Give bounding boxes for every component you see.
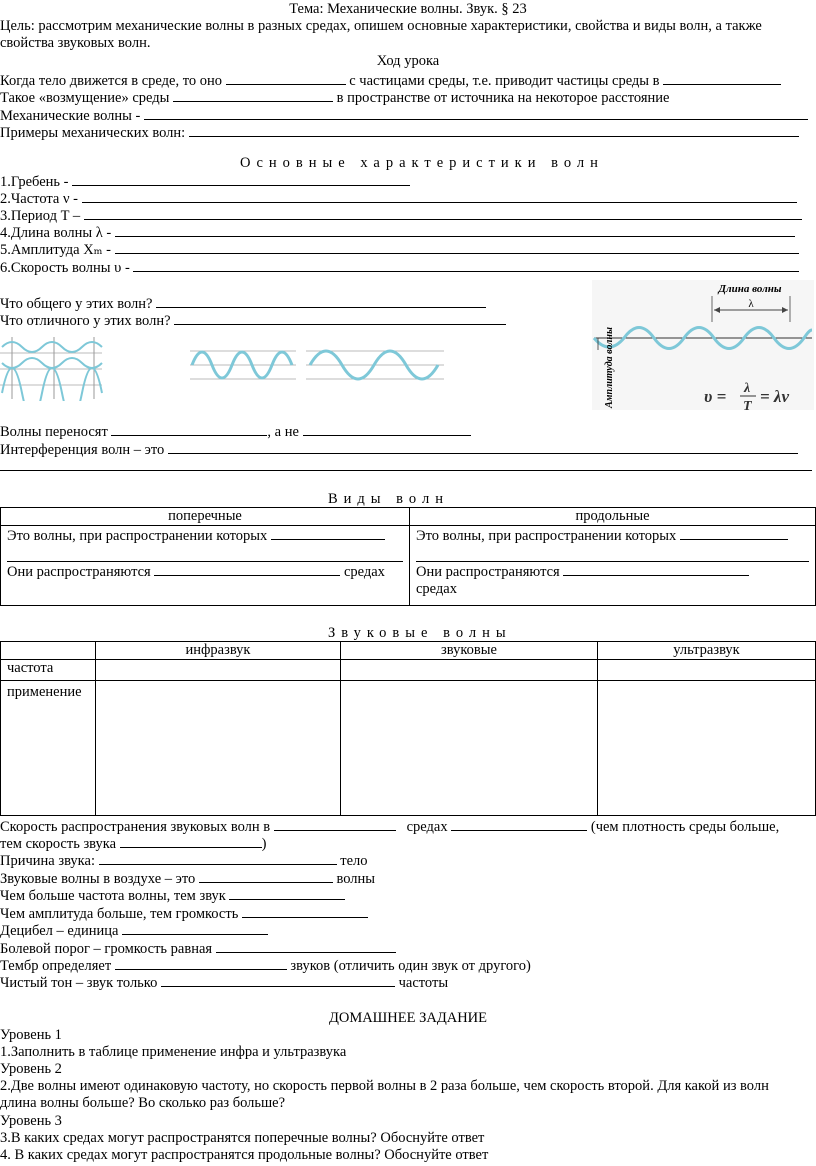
- intro-text: Когда тело движется в среде, то оно: [0, 73, 222, 89]
- blank-line[interactable]: [0, 470, 812, 471]
- blank-line[interactable]: [199, 869, 333, 883]
- formula-velocity: υ =: [704, 387, 727, 406]
- blank-line[interactable]: [242, 904, 368, 918]
- blank-line[interactable]: [174, 311, 506, 325]
- amplitude-label: Амплитуда волны: [604, 327, 615, 408]
- formula-rest: = λν: [760, 387, 790, 406]
- different-frequency-waves-figure: [306, 351, 444, 379]
- fact-frequency: Чем больше частота волны, тем звук: [0, 886, 345, 905]
- sound-waves-table: [0, 641, 816, 816]
- fact-pain: Болевой порог – громкость равная: [0, 939, 396, 958]
- homework-task-3: 3.В каких средах могут распространятся поперечные волны? Обоснуйте ответ: [0, 1130, 485, 1146]
- blank-line[interactable]: [274, 817, 396, 831]
- blank-line[interactable]: [229, 886, 345, 900]
- blank-line[interactable]: [115, 223, 795, 237]
- fact-pure-tone: Чистый тон – звук только частоты: [0, 975, 449, 991]
- blank-line[interactable]: [156, 294, 486, 308]
- row-application: применение: [1, 681, 96, 816]
- goal-line-2: свойства звуковых волн.: [0, 35, 151, 51]
- fact-decibel: Децибел – единица: [0, 921, 268, 940]
- fact-speed: Скорость распространения звуковых волн в средах (чем плотность среды больше,: [0, 819, 780, 835]
- blank-line[interactable]: [451, 817, 587, 831]
- fact-cause: Причина звука: тело: [0, 853, 368, 869]
- lambda-symbol: λ: [748, 298, 754, 310]
- characteristics-title: Основные характеристики волн: [240, 155, 604, 171]
- intro-text: в пространстве от источника на некоторое расстояние: [336, 90, 670, 106]
- transverse-cell[interactable]: Это волны, при распространении которых Они распространяются средах: [1, 526, 410, 606]
- char-item: 2.Частота ν -: [0, 189, 797, 208]
- sound-title: Звуковые волны: [328, 625, 512, 641]
- goal-line-1: Цель: рассмотрим механические волны в разных средах, опишем основные характеристики, свойства и виды волн, а также: [0, 18, 762, 34]
- fact-speed-2: тем скорость звука ): [0, 836, 267, 852]
- blank-line[interactable]: [120, 834, 262, 848]
- col-transverse: поперечные: [1, 508, 410, 526]
- blank-line[interactable]: [72, 172, 410, 186]
- char-item: 5.Амплитуда Xₘ -: [0, 240, 799, 259]
- blank-line[interactable]: [133, 258, 799, 272]
- blank-line[interactable]: [111, 422, 267, 436]
- char-item: 4.Длина волны λ -: [0, 223, 795, 242]
- char-item: 6.Скорость волны υ -: [0, 258, 799, 277]
- char-item: 1.Гребень -: [0, 172, 410, 191]
- table-cell[interactable]: [598, 681, 816, 816]
- fact-air: Звуковые волны в воздухе – это волны: [0, 871, 376, 887]
- row-frequency: частота: [1, 660, 96, 681]
- formula-numerator: λ: [744, 381, 751, 396]
- intro-text: с частицами среды, т.е. приводит частицы среды в: [349, 73, 660, 89]
- table-cell[interactable]: [96, 660, 341, 681]
- lesson-heading: Ход урока: [376, 53, 440, 69]
- same-amplitude-waves-figure: [190, 351, 296, 379]
- page-topic: Тема: Механические волны. Звук. § 23: [289, 1, 527, 17]
- longitudinal-cell[interactable]: Это волны, при распространении которых Они распространяются средах: [410, 526, 816, 606]
- wavelength-label: Длина волны: [718, 283, 782, 295]
- blank-line[interactable]: [303, 422, 471, 436]
- table-cell[interactable]: [96, 681, 341, 816]
- intro-line-4: [0, 123, 799, 142]
- question-common: Что общего у этих волн?: [0, 294, 486, 313]
- homework-level-3: Уровень 3: [0, 1113, 62, 1129]
- blank-line[interactable]: [168, 440, 798, 454]
- intro-text: Механические волны -: [0, 108, 141, 124]
- header-empty: [1, 642, 96, 660]
- blank-line[interactable]: [663, 71, 781, 85]
- table-cell[interactable]: [341, 660, 598, 681]
- homework-level-2: Уровень 2: [0, 1061, 62, 1077]
- homework-title: ДОМАШНЕЕ ЗАДАНИЕ: [328, 1010, 488, 1026]
- homework-task-2-cont: длина волны больше? Во сколько раз больше?: [0, 1095, 286, 1111]
- intro-text: Примеры механических волн:: [0, 125, 186, 141]
- types-title: Виды волн: [328, 491, 449, 507]
- blank-line[interactable]: [161, 973, 395, 987]
- char-item: 3.Период T –: [0, 206, 802, 225]
- table-cell[interactable]: [341, 681, 598, 816]
- intro-text: Такое «возмущение» среды: [0, 90, 170, 106]
- formula-denominator: T: [743, 399, 752, 410]
- fact-timbre: Тембр определяет звуков (отличить один звук от другого): [0, 958, 531, 974]
- homework-task-4: 4. В каких средах могут распространятся продольные волны? Обоснуйте ответ: [0, 1147, 489, 1163]
- wave-parameters-figure: [592, 280, 814, 410]
- blank-line[interactable]: [84, 206, 802, 220]
- question-diff: Что отличного у этих волн?: [0, 311, 506, 330]
- blank-line[interactable]: [122, 921, 268, 935]
- header-ultrasound: ультразвук: [598, 642, 816, 660]
- homework-task-2: 2.Две волны имеют одинаковую частоту, но скорость первой волны в 2 раза больше, чем скорость второй. Для какой из волн: [0, 1078, 769, 1094]
- blank-line[interactable]: [226, 71, 346, 85]
- intro-line-2: [0, 88, 670, 107]
- interfering-waves-figure: [0, 337, 102, 401]
- blank-line[interactable]: [144, 106, 808, 120]
- interference-line: Интерференция волн – это: [0, 440, 798, 459]
- homework-level-1: Уровень 1: [0, 1027, 62, 1043]
- fact-amplitude: Чем амплитуда больше, тем громкость: [0, 904, 368, 923]
- col-longitudinal: продольные: [410, 508, 816, 526]
- blank-line[interactable]: [173, 88, 333, 102]
- wave-comparison-illustrations: [0, 333, 450, 401]
- blank-line[interactable]: [99, 851, 337, 865]
- header-infrasound: инфразвук: [96, 642, 341, 660]
- header-audible: звуковые: [341, 642, 598, 660]
- table-cell[interactable]: [598, 660, 816, 681]
- carry-line: Волны переносят , а не: [0, 422, 471, 441]
- blank-line[interactable]: [115, 240, 799, 254]
- homework-task-1: 1.Заполнить в таблице применение инфра и ультразвука: [0, 1044, 347, 1060]
- blank-line[interactable]: [82, 189, 797, 203]
- blank-line[interactable]: [189, 123, 799, 137]
- wave-types-table: [0, 507, 816, 606]
- blank-line[interactable]: [115, 956, 287, 970]
- blank-line[interactable]: [216, 939, 396, 953]
